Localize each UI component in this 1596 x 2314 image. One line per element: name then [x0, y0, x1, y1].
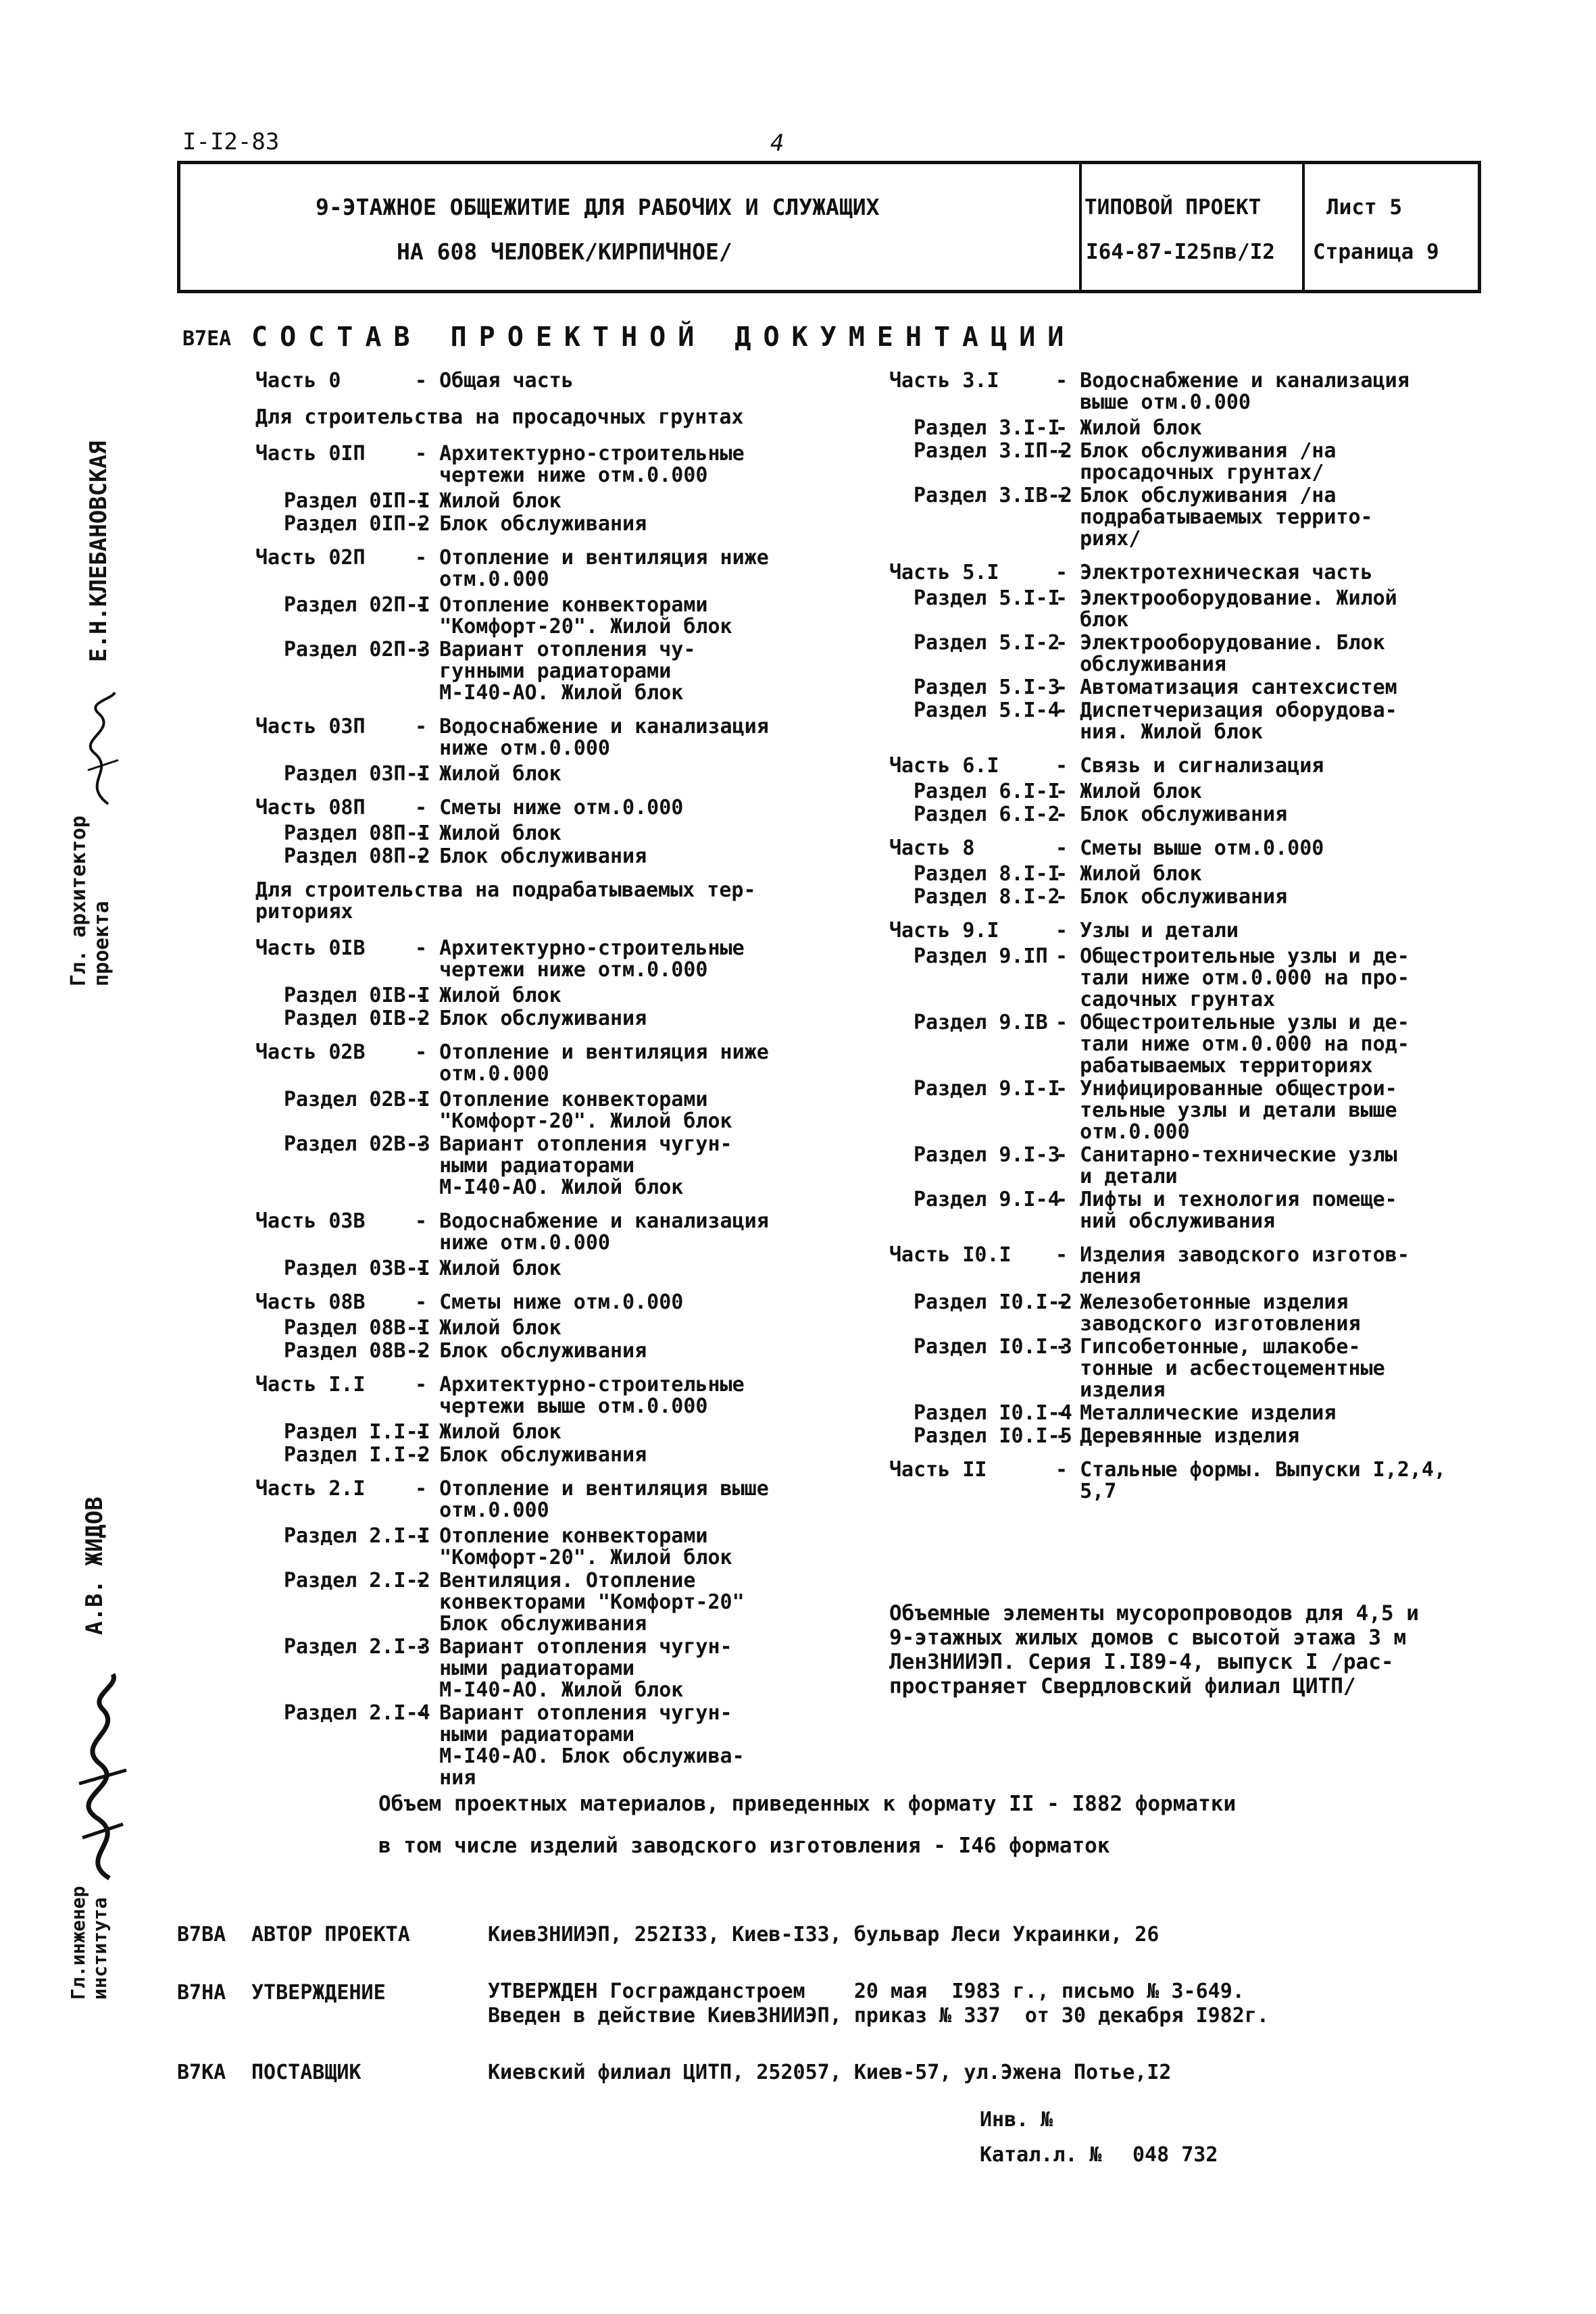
right-entry-text: - Общестроительные узлы и де- тали ниже отм.0.000 на про- садочных грунтах: [1055, 945, 1410, 1011]
left-entry-label: Раздел 2.I-3: [284, 1635, 430, 1659]
left-entry-label: Часть 03В: [255, 1209, 366, 1233]
left-entry-text: Для строительства на просадочных грунтах: [255, 405, 744, 429]
left-entry-label: Раздел 2.I-2: [284, 1569, 430, 1592]
left-entry-text: - Архитектурно-строительные чертежи ниже отм.0.000: [415, 442, 745, 487]
left-entry-text: - Блок обслуживания: [415, 845, 647, 868]
right-entry-label: Часть I0.I: [889, 1243, 1012, 1267]
left-entry-label: Раздел 0IП-2: [284, 512, 430, 536]
left-entry-label: Раздел 0IП-I: [284, 489, 430, 513]
left-entry-label: Раздел 02П-3: [284, 638, 430, 661]
footer-code-approval: В7НА: [177, 1981, 226, 2005]
left-entry-label: Часть I.I: [255, 1373, 366, 1397]
right-entry-text: - Деревянные изделия: [1055, 1424, 1300, 1448]
left-entry-text: - Водоснабжение и канализация ниже отм.0.000: [415, 715, 769, 760]
project-number: I64-87-I25пв/I2: [1086, 240, 1275, 264]
left-entry-text: - Отопление и вентиляция выше отм.0.000: [415, 1477, 769, 1522]
left-entry-text: - Жилой блок: [415, 489, 562, 513]
left-entry-text: - Архитектурно-строительные чертежи выше отм.0.000: [415, 1373, 745, 1418]
left-entry-label: Часть 2.I: [255, 1477, 366, 1501]
catalog-label: Катал.л. №: [980, 2143, 1102, 2167]
right-entry-text: - Узлы и детали: [1055, 919, 1239, 942]
side-role-top: Гл. архитектор проекта: [67, 815, 114, 986]
left-entry-text: - Блок обслуживания: [415, 512, 647, 536]
left-entry-text: - Сметы ниже отм.0.000: [415, 796, 684, 820]
left-entry-text: - Сметы ниже отм.0.000: [415, 1290, 684, 1314]
left-entry-text: Для строительства на подрабатываемых тер- риториях: [255, 878, 756, 924]
right-entry-text: - Сметы выше отм.0.000: [1055, 836, 1324, 860]
left-entry-text: - Жилой блок: [415, 1420, 562, 1444]
catalog-number: 048 732: [1132, 2143, 1218, 2167]
right-entry-text: - Автоматизация сантехсистем: [1055, 676, 1397, 699]
side-role-bottom: Гл.инженер института: [67, 1886, 111, 2000]
left-entry-label: Раздел 2.I-I: [284, 1524, 430, 1548]
right-entry-label: Часть 3.I: [889, 369, 999, 393]
footer-label-supplier: ПОСТАВЩИК: [251, 2061, 361, 2084]
mosoroprovod-note: Объемные элементы мусоропроводов для 4,5 и 9-этажных жилых домов с высотой этажа 3 м ЛенЗНИИЭП. Серия I.I89-4, выпуск I /рас- пространяет Свердловский филиал ЦИТП/: [889, 1601, 1419, 1699]
left-entry-label: Раздел I.I-2: [284, 1443, 430, 1467]
right-entry-text: - Связь и сигнализация: [1055, 754, 1324, 778]
right-entry-text: - Электрооборудование. Жилой блок: [1055, 586, 1397, 632]
footer-code-supplier: В7КА: [177, 2061, 226, 2084]
right-entry-text: - Металлические изделия: [1055, 1401, 1337, 1425]
right-entry-label: Раздел 5.I-2: [914, 631, 1060, 655]
right-entry-label: Раздел 9.I-3: [914, 1143, 1060, 1167]
right-entry-text: - Диспетчеризация оборудова- ния. Жилой блок: [1055, 699, 1397, 744]
left-entry-label: Часть 08В: [255, 1290, 366, 1314]
left-entry-text: - Жилой блок: [415, 984, 562, 1007]
left-entry-label: Раздел 03В-I: [284, 1257, 430, 1280]
right-entry-label: Раздел 3.IВ-2: [914, 484, 1072, 507]
left-entry-text: - Вентиляция. Отопление конвекторами "Комфорт-20" Блок обслуживания: [415, 1569, 745, 1636]
left-entry-label: Раздел 02П-I: [284, 593, 430, 617]
side-name-top: Е.Н.КЛЕБАНОВСКАЯ: [85, 441, 112, 662]
right-entry-text: - Стальные формы. Выпуски I,2,4, 5,7: [1055, 1458, 1446, 1503]
right-entry-label: Раздел 9.IВ: [914, 1011, 1048, 1034]
right-entry-label: Раздел I0.I-5: [914, 1424, 1072, 1448]
left-entry-text: - Вариант отопления чугун- ными радиаторами М-I40-АО. Жилой блок: [415, 1132, 732, 1199]
right-entry-text: - Электротехническая часть: [1055, 561, 1373, 584]
left-entry-text: - Отопление и вентиляция ниже отм.0.000: [415, 546, 769, 591]
left-entry-text: - Отопление и вентиляция ниже отм.0.000: [415, 1040, 769, 1086]
right-entry-text: - Лифты и технология помеще- ний обслуживания: [1055, 1188, 1397, 1233]
right-entry-label: Раздел 9.I-4: [914, 1188, 1060, 1211]
left-entry-text: - Общая часть: [415, 369, 574, 393]
right-entry-label: Часть 5.I: [889, 561, 999, 584]
right-entry-text: - Железобетонные изделия заводского изготовления: [1055, 1290, 1361, 1336]
right-column: [889, 0, 1497, 2314]
left-entry-label: Раздел 2.I-4: [284, 1701, 430, 1725]
right-entry-label: Раздел 5.I-3: [914, 676, 1060, 699]
right-entry-text: - Электрооборудование. Блок обслуживания: [1055, 631, 1385, 676]
right-entry-label: Раздел 9.IП: [914, 945, 1048, 968]
right-entry-text: - Общестроительные узлы и де- тали ниже отм.0.000 на под- рабатываемых территориях: [1055, 1011, 1410, 1078]
left-entry-text: - Блок обслуживания: [415, 1339, 647, 1363]
title-line-2: НА 608 ЧЕЛОВЕК/КИРПИЧНОЕ/: [397, 238, 732, 265]
right-entry-label: Раздел 9.I-I: [914, 1077, 1060, 1101]
left-entry-text: - Отопление конвекторами "Комфорт-20". Жилой блок: [415, 593, 732, 638]
footer-text-author: КиевЗНИИЭП, 252I33, Киев-I33, бульвар Леси Украинки, 26: [488, 1923, 1159, 1946]
left-entry-label: Раздел 02В-I: [284, 1088, 430, 1111]
footer-label-author: АВТОР ПРОЕКТА: [251, 1923, 410, 1946]
left-entry-text: - Жилой блок: [415, 1257, 562, 1280]
footer-text-supplier: Киевский филиал ЦИТП, 252057, Киев-57, ул.Эжена Потье,I2: [488, 2061, 1172, 2084]
right-entry-label: Раздел 6.I-I: [914, 780, 1060, 803]
right-entry-label: Часть 6.I: [889, 754, 999, 778]
right-entry-text: - Санитарно-технические узлы и детали: [1055, 1143, 1397, 1188]
right-entry-label: Раздел I0.I-3: [914, 1335, 1072, 1359]
left-entry-label: Раздел 02В-3: [284, 1132, 430, 1156]
right-entry-label: Раздел 6.I-2: [914, 803, 1060, 826]
left-entry-text: - Вариант отопления чу- гунными радиаторами М-I40-АО. Жилой блок: [415, 638, 696, 705]
right-entry-text: - Изделия заводского изготов- ления: [1055, 1243, 1410, 1288]
left-entry-label: Раздел 03П-I: [284, 762, 430, 786]
right-entry-label: Часть II: [889, 1458, 987, 1482]
left-entry-text: - Блок обслуживания: [415, 1443, 647, 1467]
footer-label-approval: УТВЕРЖДЕНИЕ: [251, 1981, 386, 2005]
sheet-number: Лист 5: [1326, 195, 1402, 220]
volume-line-2: в том числе изделий заводского изготовления - I46 форматок: [378, 1834, 1110, 1858]
left-entry-label: Раздел 08П-I: [284, 822, 430, 845]
right-entry-text: - Унифицированные общестрои- тельные узлы и детали выше отм.0.000: [1055, 1077, 1397, 1144]
section-code: В7ЕА: [182, 327, 232, 351]
right-entry-text: - Блок обслуживания /на просадочных грунтах/: [1055, 439, 1337, 484]
right-entry-text: - Блок обслуживания: [1055, 885, 1288, 909]
volume-line-1: Объем проектных материалов, приведенных к формату II - I882 форматки: [378, 1792, 1237, 1816]
left-entry-text: - Отопление конвекторами "Комфорт-20". Жилой блок: [415, 1088, 732, 1133]
left-entry-label: Раздел I.I-I: [284, 1420, 430, 1444]
left-entry-label: Часть 0: [255, 369, 341, 393]
left-entry-label: Часть 03П: [255, 715, 366, 738]
right-entry-label: Раздел I0.I-4: [914, 1401, 1072, 1425]
signature-bottom: [62, 1669, 136, 1885]
left-entry-label: Раздел 0IВ-I: [284, 984, 430, 1007]
footer-text-approval: УТВЕРЖДЕН Госгражданстроем 20 мая I983 г., письмо № 3-649. Введен в действие КиевЗНИИЭП, приказ № 337 от 30 декабря I982г.: [488, 1980, 1269, 2028]
left-entry-label: Раздел 0IВ-2: [284, 1007, 430, 1030]
right-entry-label: Раздел 3.IП-2: [914, 439, 1072, 463]
left-entry-text: - Вариант отопления чугун- ными радиаторами М-I40-АО. Жилой блок: [415, 1635, 732, 1702]
right-entry-text: - Блок обслуживания /на подрабатываемых террито- риях/: [1055, 484, 1373, 551]
left-entry-text: - Блок обслуживания: [415, 1007, 647, 1030]
left-entry-label: Раздел 08В-I: [284, 1316, 430, 1340]
right-entry-label: Раздел 8.I-2: [914, 885, 1060, 909]
left-entry-text: - Вариант отопления чугун- ными радиаторами М-I40-АО. Блок обслужива- ния: [415, 1701, 745, 1790]
right-entry-label: Часть 9.I: [889, 919, 999, 942]
left-entry-text: - Отопление конвекторами "Комфорт-20". Жилой блок: [415, 1524, 732, 1569]
title-line-1: 9-ЭТАЖНОЕ ОБЩЕЖИТИЕ ДЛЯ РАБОЧИХ И СЛУЖАЩИХ: [316, 194, 880, 220]
left-entry-label: Часть 0IВ: [255, 936, 366, 960]
left-entry-label: Часть 0IП: [255, 442, 366, 466]
page-mark: 4: [770, 130, 784, 157]
left-entry-label: Раздел 08П-2: [284, 845, 430, 868]
inventory-label: Инв. №: [980, 2108, 1053, 2132]
document-code: I-I2-83: [182, 128, 280, 155]
signature-top: [68, 689, 128, 811]
left-entry-label: Часть 08П: [255, 796, 366, 820]
right-entry-text: - Жилой блок: [1055, 416, 1202, 440]
footer-code-author: В7ВА: [177, 1923, 226, 1946]
right-entry-text: - Жилой блок: [1055, 780, 1202, 803]
left-entry-text: - Жилой блок: [415, 822, 562, 845]
left-entry-label: Часть 02П: [255, 546, 366, 570]
left-entry-text: - Жилой блок: [415, 762, 562, 786]
side-name-bottom: А.В. ЖИДОВ: [81, 1496, 108, 1635]
right-entry-label: Часть 8: [889, 836, 975, 860]
left-entry-label: Раздел 08В-2: [284, 1339, 430, 1363]
right-entry-text: - Гипсобетонные, шлакобе- тонные и асбестоцементные изделия: [1055, 1335, 1385, 1402]
right-entry-label: Раздел 5.I-4: [914, 699, 1060, 722]
section-title: СОСТАВ ПРОЕКТНОЙ ДОКУМЕНТАЦИИ: [251, 322, 1076, 353]
right-entry-label: Раздел 8.I-I: [914, 862, 1060, 886]
right-entry-text: - Жилой блок: [1055, 862, 1202, 886]
right-entry-text: - Блок обслуживания: [1055, 803, 1288, 826]
project-label: ТИПОВОЙ ПРОЕКТ: [1084, 195, 1262, 220]
right-entry-text: - Водоснабжение и канализация выше отм.0.000: [1055, 369, 1410, 414]
left-entry-label: Часть 02В: [255, 1040, 366, 1064]
left-column: [255, 0, 809, 2314]
left-entry-text: - Водоснабжение и канализация ниже отм.0.000: [415, 1209, 769, 1255]
left-entry-text: - Жилой блок: [415, 1316, 562, 1340]
right-entry-label: Раздел I0.I-2: [914, 1290, 1072, 1314]
right-entry-label: Раздел 3.I-I: [914, 416, 1060, 440]
left-entry-text: - Архитектурно-строительные чертежи ниже отм.0.000: [415, 936, 745, 982]
page-number: Страница 9: [1313, 240, 1439, 264]
right-entry-label: Раздел 5.I-I: [914, 586, 1060, 610]
